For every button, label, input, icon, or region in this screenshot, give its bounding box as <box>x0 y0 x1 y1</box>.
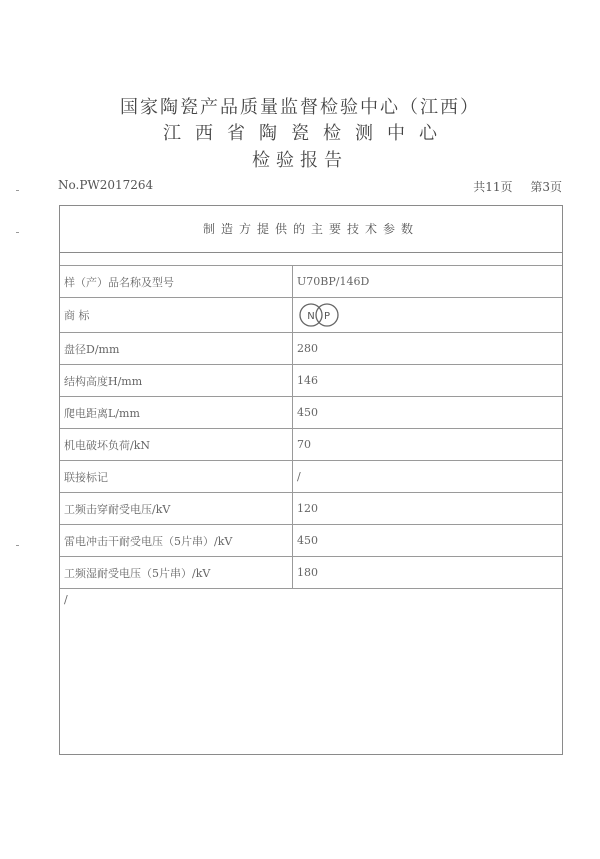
table-row <box>60 493 562 525</box>
trademark-cell <box>293 298 562 332</box>
param-label: 样（产）品名称及型号 <box>60 266 293 297</box>
param-label: 联接标记 <box>60 461 293 492</box>
margin-tick <box>16 545 19 546</box>
svg-text:N: N <box>307 311 315 322</box>
param-value: / <box>297 470 301 483</box>
table-row <box>60 266 562 298</box>
page-indicator <box>459 178 562 195</box>
table-row <box>60 429 562 461</box>
table-row <box>60 525 562 557</box>
table-row <box>60 365 562 397</box>
param-label: 商 标 <box>60 298 293 332</box>
total-pages: 共11页 <box>473 180 513 194</box>
svg-text:P: P <box>323 311 331 322</box>
param-label: 工频击穿耐受电压/kV <box>60 493 293 524</box>
param-value: 70 <box>297 438 311 451</box>
table-row <box>60 557 562 589</box>
param-value: 146 <box>297 374 318 387</box>
margin-tick <box>16 232 19 233</box>
param-label: 雷电冲击干耐受电压（5片串）/kV <box>60 525 293 556</box>
remark-area: / <box>64 593 68 606</box>
table-row <box>60 461 562 493</box>
param-label: 爬电距离L/mm <box>60 397 293 428</box>
report-number: No.PW2017264 <box>58 178 154 192</box>
param-label: 工频湿耐受电压（5片串）/kV <box>60 557 293 588</box>
trademark-logo-icon <box>297 302 341 328</box>
param-value: 280 <box>297 342 318 355</box>
center-name-title: 国家陶瓷产品质量监督检验中心（江西） <box>120 97 480 118</box>
param-value: U70BP/146D <box>297 275 370 288</box>
param-value: 180 <box>297 566 318 579</box>
param-value: 120 <box>297 502 318 515</box>
param-label: 盘径D/mm <box>60 333 293 364</box>
table-heading: 制造方提供的主要技术参数 <box>60 206 562 253</box>
table-row <box>60 298 562 333</box>
param-label: 结构高度H/mm <box>60 365 293 396</box>
table-spacer <box>60 253 562 266</box>
param-value: 450 <box>297 406 318 419</box>
technical-parameters-table <box>59 205 563 755</box>
margin-tick <box>16 190 19 191</box>
current-page: 第3页 <box>530 180 562 194</box>
report-title: 检验报告 <box>252 150 348 171</box>
center-subtitle: 江西省陶瓷检测中心 <box>163 123 451 144</box>
param-label: 机电破坏负荷/kN <box>60 429 293 460</box>
table-row <box>60 397 562 429</box>
table-row <box>60 333 562 365</box>
param-value: 450 <box>297 534 318 547</box>
